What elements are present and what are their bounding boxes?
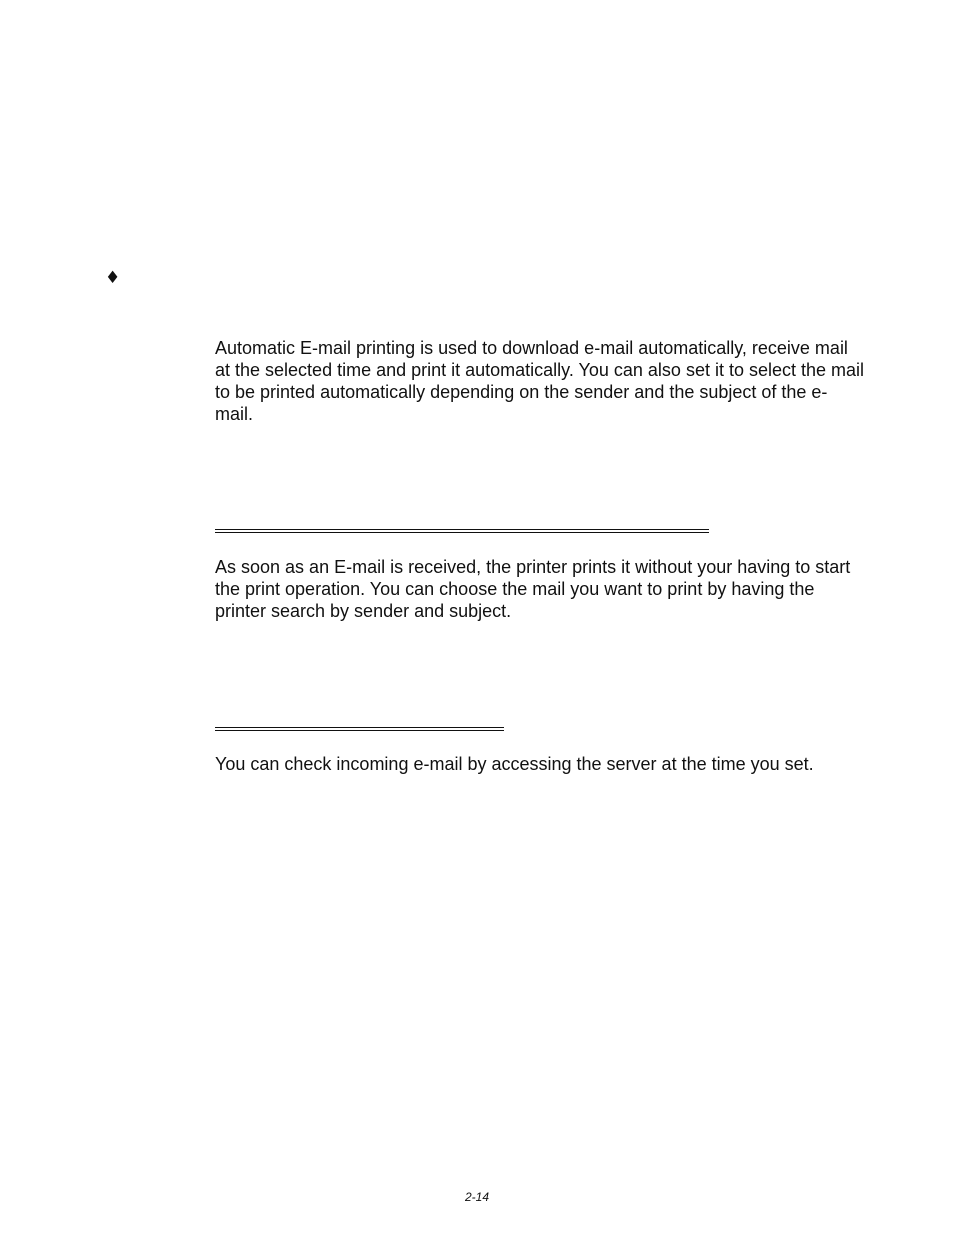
scheduled-check-paragraph: You can check incoming e-mail by accessing the server at the time you set. <box>215 754 814 774</box>
page-number: 2-14 <box>464 1190 490 1204</box>
immediate-printing-paragraph: As soon as an E-mail is received, the printer prints it without your having to start the print operation. You can choose the mail you want to print by having the printer search by sender and subject. <box>215 557 851 621</box>
intro-paragraph: Automatic E-mail printing is used to download e-mail automatically, receive mail at the selected time and print it automatically. You can also set it to select the mail to be printed automatically depending on the sender and the subject of the e-mail. <box>215 338 865 424</box>
diamond-bullet-icon: ♦ <box>105 268 121 288</box>
section-divider-rule <box>215 529 709 533</box>
section-divider-rule <box>215 727 504 731</box>
